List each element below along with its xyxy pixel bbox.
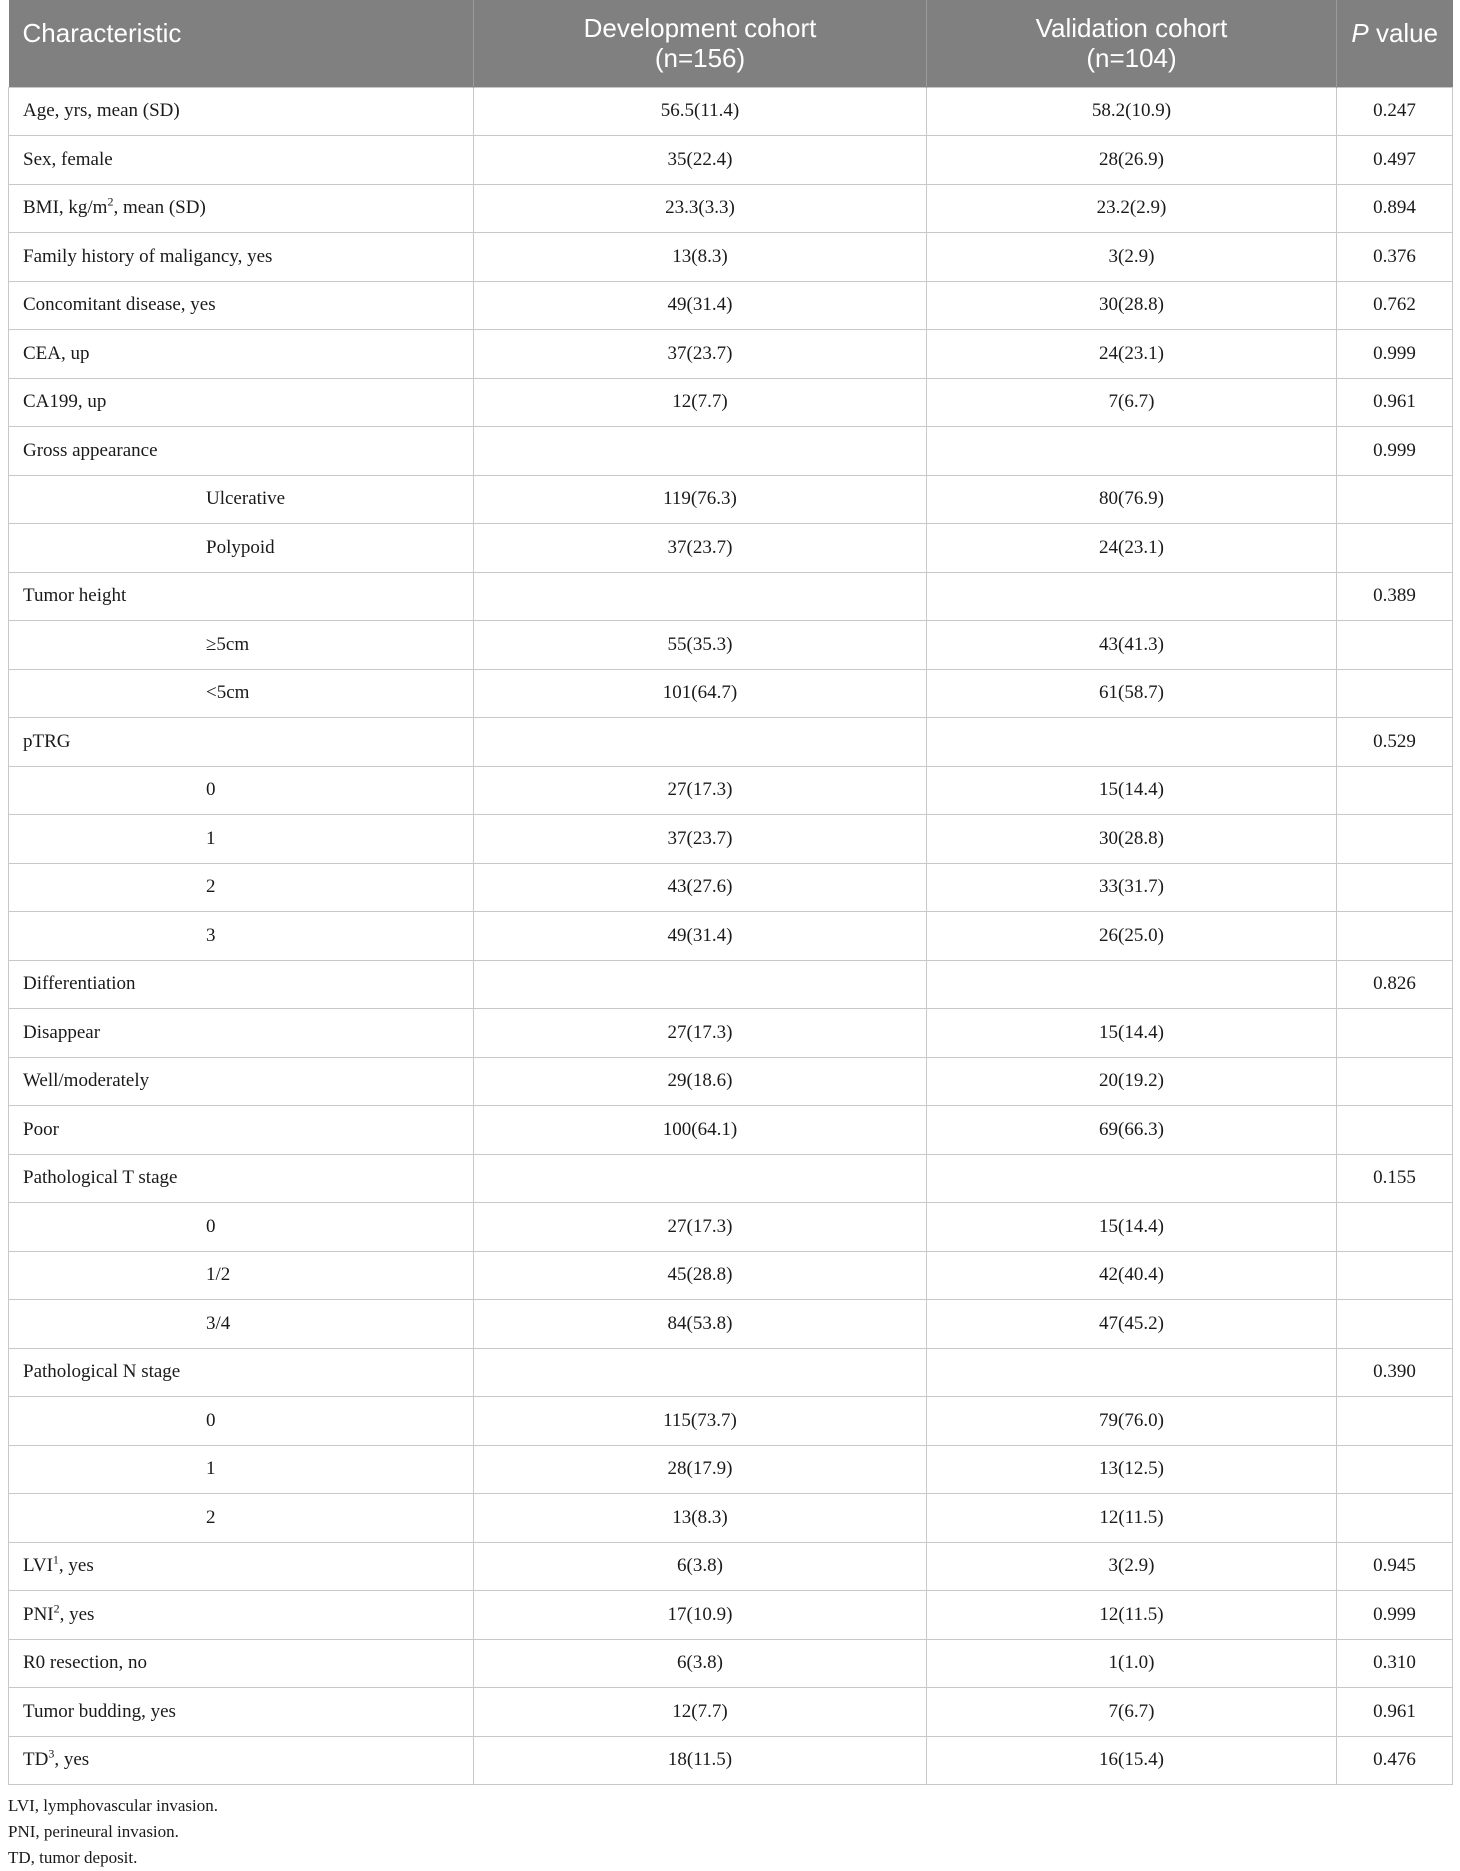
cell-p-value: 0.529	[1337, 718, 1453, 767]
cell-p-value	[1337, 475, 1453, 524]
header-p-rest: value	[1368, 18, 1439, 48]
row-label-text: Pathological N stage	[23, 1361, 181, 1383]
cell-development: 23.3(3.3)	[474, 184, 927, 233]
row-label-superscript: 2	[107, 194, 114, 209]
cell-validation: 16(15.4)	[927, 1736, 1337, 1785]
cell-development: 37(23.7)	[474, 815, 927, 864]
cell-validation: 7(6.7)	[927, 1688, 1337, 1737]
row-label-text: ≥5cm	[206, 633, 250, 655]
row-label-text: 1/2	[206, 1264, 231, 1286]
table-row	[9, 1251, 1453, 1300]
cell-validation	[927, 960, 1337, 1009]
table-row	[9, 766, 1453, 815]
table-row	[9, 475, 1453, 524]
header-validation-cohort	[927, 0, 1337, 87]
table-row	[9, 1639, 1453, 1688]
row-label-text: LVI	[23, 1555, 53, 1577]
cell-p-value: 0.376	[1337, 233, 1453, 282]
footnote: PNI, perineural invasion.	[8, 1822, 179, 1841]
row-label	[9, 1397, 474, 1446]
table-row	[9, 718, 1453, 767]
row-label	[9, 1106, 474, 1155]
table-row	[9, 572, 1453, 621]
cell-development: 43(27.6)	[474, 863, 927, 912]
row-label-superscript: 1	[52, 1552, 59, 1567]
row-label	[9, 87, 474, 136]
cell-development	[474, 960, 927, 1009]
row-label-text: Polypoid	[206, 536, 275, 558]
cell-p-value	[1337, 621, 1453, 670]
row-label-text: 3	[206, 924, 216, 946]
characteristics-table	[8, 0, 1453, 1785]
row-label	[9, 233, 474, 282]
cell-validation: 58.2(10.9)	[927, 87, 1337, 136]
cell-development	[474, 1154, 927, 1203]
header-dev-title: Development cohort	[583, 13, 817, 44]
cell-development	[474, 427, 927, 476]
row-label	[9, 572, 474, 621]
row-label	[9, 378, 474, 427]
cell-development: 101(64.7)	[474, 669, 927, 718]
row-label-text: Tumor budding, yes	[23, 1700, 176, 1722]
cell-p-value	[1337, 1300, 1453, 1349]
table-row	[9, 1106, 1453, 1155]
table-row	[9, 427, 1453, 476]
cell-p-value: 0.310	[1337, 1639, 1453, 1688]
table-body	[9, 87, 1453, 1785]
row-label-text: Well/moderately	[23, 1070, 150, 1092]
row-label	[9, 863, 474, 912]
row-label	[9, 960, 474, 1009]
cell-development: 56.5(11.4)	[474, 87, 927, 136]
table-row	[9, 863, 1453, 912]
footnote: TD, tumor deposit.	[8, 1848, 138, 1867]
table-row	[9, 1445, 1453, 1494]
cell-development: 100(64.1)	[474, 1106, 927, 1155]
row-label	[9, 912, 474, 961]
cell-p-value	[1337, 766, 1453, 815]
cell-development: 119(76.3)	[474, 475, 927, 524]
table-row	[9, 87, 1453, 136]
cell-validation	[927, 1348, 1337, 1397]
row-label-tail: , yes	[59, 1603, 95, 1625]
cell-validation: 13(12.5)	[927, 1445, 1337, 1494]
cell-development: 17(10.9)	[474, 1591, 927, 1640]
cell-validation: 3(2.9)	[927, 233, 1337, 282]
row-label-text: 2	[206, 876, 216, 898]
row-label-tail: , yes	[58, 1555, 94, 1577]
row-label-text: BMI, kg/m	[23, 197, 108, 219]
cell-development: 13(8.3)	[474, 233, 927, 282]
row-label	[9, 1203, 474, 1252]
footnotes	[8, 1793, 1452, 1871]
cell-development	[474, 718, 927, 767]
cell-p-value	[1337, 1397, 1453, 1446]
row-label	[9, 1688, 474, 1737]
table-row	[9, 1203, 1453, 1252]
cell-validation: 80(76.9)	[927, 475, 1337, 524]
cell-validation: 26(25.0)	[927, 912, 1337, 961]
header-characteristic: Characteristic	[9, 0, 474, 87]
table-row	[9, 1542, 1453, 1591]
row-label-text: Family history of maligancy, yes	[23, 245, 273, 267]
header-dev-n: (n=156)	[654, 43, 746, 74]
row-label	[9, 330, 474, 379]
cell-p-value: 0.999	[1337, 330, 1453, 379]
footnote: LVI, lymphovascular invasion.	[8, 1796, 218, 1815]
cell-development: 27(17.3)	[474, 1203, 927, 1252]
cell-development: 49(31.4)	[474, 912, 927, 961]
table-row	[9, 524, 1453, 573]
cell-validation: 30(28.8)	[927, 815, 1337, 864]
row-label-text: 1	[206, 1458, 216, 1480]
table-row	[9, 1154, 1453, 1203]
cell-development: 27(17.3)	[474, 766, 927, 815]
cell-p-value: 0.945	[1337, 1542, 1453, 1591]
cell-validation	[927, 572, 1337, 621]
row-label-text: 1	[206, 827, 216, 849]
row-label	[9, 621, 474, 670]
cell-validation: 43(41.3)	[927, 621, 1337, 670]
cell-development: 45(28.8)	[474, 1251, 927, 1300]
table-row	[9, 1009, 1453, 1058]
row-label	[9, 1494, 474, 1543]
header-val-title: Validation cohort	[1035, 13, 1228, 44]
cell-p-value	[1337, 669, 1453, 718]
cell-validation: 3(2.9)	[927, 1542, 1337, 1591]
cell-p-value: 0.497	[1337, 136, 1453, 185]
row-label-superscript: 3	[48, 1746, 55, 1761]
row-label	[9, 669, 474, 718]
cell-validation: 1(1.0)	[927, 1639, 1337, 1688]
cell-development: 84(53.8)	[474, 1300, 927, 1349]
row-label	[9, 524, 474, 573]
cell-p-value: 0.999	[1337, 1591, 1453, 1640]
cell-validation: 12(11.5)	[927, 1591, 1337, 1640]
table-row	[9, 912, 1453, 961]
row-label	[9, 1639, 474, 1688]
cell-validation: 33(31.7)	[927, 863, 1337, 912]
cell-validation: 30(28.8)	[927, 281, 1337, 330]
table-row	[9, 184, 1453, 233]
row-label	[9, 1251, 474, 1300]
cell-p-value	[1337, 1057, 1453, 1106]
cell-p-value	[1337, 1009, 1453, 1058]
cell-p-value	[1337, 863, 1453, 912]
cell-p-value	[1337, 524, 1453, 573]
row-label-text: R0 resection, no	[23, 1652, 148, 1674]
cell-p-value: 0.961	[1337, 1688, 1453, 1737]
row-label	[9, 1445, 474, 1494]
cell-development: 55(35.3)	[474, 621, 927, 670]
table-row	[9, 1591, 1453, 1640]
table-row	[9, 1494, 1453, 1543]
row-label	[9, 1542, 474, 1591]
table-row	[9, 1688, 1453, 1737]
cell-validation: 69(66.3)	[927, 1106, 1337, 1155]
cell-development: 12(7.7)	[474, 1688, 927, 1737]
cell-validation	[927, 427, 1337, 476]
cell-p-value: 0.826	[1337, 960, 1453, 1009]
cell-p-value: 0.476	[1337, 1736, 1453, 1785]
row-label-text: 0	[206, 779, 216, 801]
header-p-value	[1337, 0, 1453, 87]
cell-validation: 20(19.2)	[927, 1057, 1337, 1106]
table-row	[9, 1348, 1453, 1397]
cell-validation: 23.2(2.9)	[927, 184, 1337, 233]
cell-validation: 24(23.1)	[927, 330, 1337, 379]
table-row	[9, 136, 1453, 185]
row-label	[9, 766, 474, 815]
table-row	[9, 669, 1453, 718]
cell-validation: 15(14.4)	[927, 1203, 1337, 1252]
cell-p-value: 0.894	[1337, 184, 1453, 233]
cell-validation	[927, 718, 1337, 767]
table-row	[9, 1057, 1453, 1106]
row-label-text: 2	[206, 1506, 216, 1528]
table-row	[9, 281, 1453, 330]
cell-validation: 61(58.7)	[927, 669, 1337, 718]
cell-validation: 24(23.1)	[927, 524, 1337, 573]
row-label	[9, 475, 474, 524]
cell-validation: 79(76.0)	[927, 1397, 1337, 1446]
row-label-text: TD	[23, 1749, 49, 1771]
cell-development	[474, 1348, 927, 1397]
row-label-text: pTRG	[23, 730, 71, 752]
cell-development: 29(18.6)	[474, 1057, 927, 1106]
cell-p-value: 0.762	[1337, 281, 1453, 330]
row-label	[9, 1736, 474, 1785]
cell-development: 37(23.7)	[474, 524, 927, 573]
row-label-text: 0	[206, 1409, 216, 1431]
row-label-text: Age, yrs, mean (SD)	[23, 100, 180, 122]
row-label	[9, 427, 474, 476]
cell-development: 115(73.7)	[474, 1397, 927, 1446]
row-label-text: CA199, up	[23, 391, 107, 413]
cell-development	[474, 572, 927, 621]
row-label-text: PNI	[23, 1603, 54, 1625]
cell-p-value: 0.999	[1337, 427, 1453, 476]
table-row	[9, 1397, 1453, 1446]
cell-p-value	[1337, 815, 1453, 864]
cell-p-value: 0.155	[1337, 1154, 1453, 1203]
row-label	[9, 1591, 474, 1640]
header-development-cohort	[474, 0, 927, 87]
header-p-italic: P	[1351, 18, 1369, 48]
header-row	[9, 0, 1453, 87]
cell-development: 27(17.3)	[474, 1009, 927, 1058]
cell-validation: 12(11.5)	[927, 1494, 1337, 1543]
cell-p-value	[1337, 1106, 1453, 1155]
row-label-text: Gross appearance	[23, 439, 158, 461]
cell-development: 6(3.8)	[474, 1639, 927, 1688]
cell-validation: 15(14.4)	[927, 766, 1337, 815]
row-label	[9, 1154, 474, 1203]
cell-validation: 15(14.4)	[927, 1009, 1337, 1058]
cell-p-value	[1337, 912, 1453, 961]
row-label-text: Poor	[23, 1118, 59, 1140]
cell-p-value: 0.961	[1337, 378, 1453, 427]
header-val-n: (n=104)	[1086, 43, 1177, 74]
row-label	[9, 184, 474, 233]
row-label	[9, 1057, 474, 1106]
row-label	[9, 136, 474, 185]
table-row	[9, 960, 1453, 1009]
table-container	[8, 0, 1452, 1871]
row-label-text: <5cm	[206, 682, 250, 704]
table-row	[9, 330, 1453, 379]
row-label-tail: , yes	[54, 1749, 90, 1771]
row-label-text: Ulcerative	[206, 488, 286, 510]
row-label-superscript: 2	[53, 1601, 60, 1616]
cell-development: 35(22.4)	[474, 136, 927, 185]
row-label-text: Sex, female	[23, 148, 113, 170]
cell-development: 18(11.5)	[474, 1736, 927, 1785]
cell-validation	[927, 1154, 1337, 1203]
row-label	[9, 815, 474, 864]
cell-p-value	[1337, 1494, 1453, 1543]
row-label-text: Tumor height	[23, 585, 127, 607]
cell-p-value	[1337, 1445, 1453, 1494]
table-row	[9, 233, 1453, 282]
cell-development: 28(17.9)	[474, 1445, 927, 1494]
cell-development: 6(3.8)	[474, 1542, 927, 1591]
row-label-text: CEA, up	[23, 342, 90, 364]
table-header	[9, 0, 1453, 87]
row-label	[9, 281, 474, 330]
row-label	[9, 718, 474, 767]
row-label-text: Differentiation	[23, 973, 136, 995]
cell-development: 37(23.7)	[474, 330, 927, 379]
cell-validation: 47(45.2)	[927, 1300, 1337, 1349]
row-label-text: Disappear	[23, 1021, 101, 1043]
cell-validation: 7(6.7)	[927, 378, 1337, 427]
row-label	[9, 1348, 474, 1397]
table-row	[9, 1300, 1453, 1349]
cell-development: 12(7.7)	[474, 378, 927, 427]
row-label-tail: , mean (SD)	[113, 197, 206, 219]
row-label-text: Pathological T stage	[23, 1167, 178, 1189]
row-label-text: 3/4	[206, 1312, 231, 1334]
cell-p-value: 0.247	[1337, 87, 1453, 136]
row-label-text: 0	[206, 1215, 216, 1237]
row-label	[9, 1300, 474, 1349]
row-label	[9, 1009, 474, 1058]
cell-validation: 42(40.4)	[927, 1251, 1337, 1300]
cell-p-value	[1337, 1203, 1453, 1252]
cell-validation: 28(26.9)	[927, 136, 1337, 185]
table-row	[9, 378, 1453, 427]
cell-p-value	[1337, 1251, 1453, 1300]
cell-development: 49(31.4)	[474, 281, 927, 330]
cell-development: 13(8.3)	[474, 1494, 927, 1543]
table-row	[9, 621, 1453, 670]
table-row	[9, 1736, 1453, 1785]
cell-p-value: 0.389	[1337, 572, 1453, 621]
cell-p-value: 0.390	[1337, 1348, 1453, 1397]
row-label-text: Concomitant disease, yes	[23, 294, 216, 316]
table-row	[9, 815, 1453, 864]
